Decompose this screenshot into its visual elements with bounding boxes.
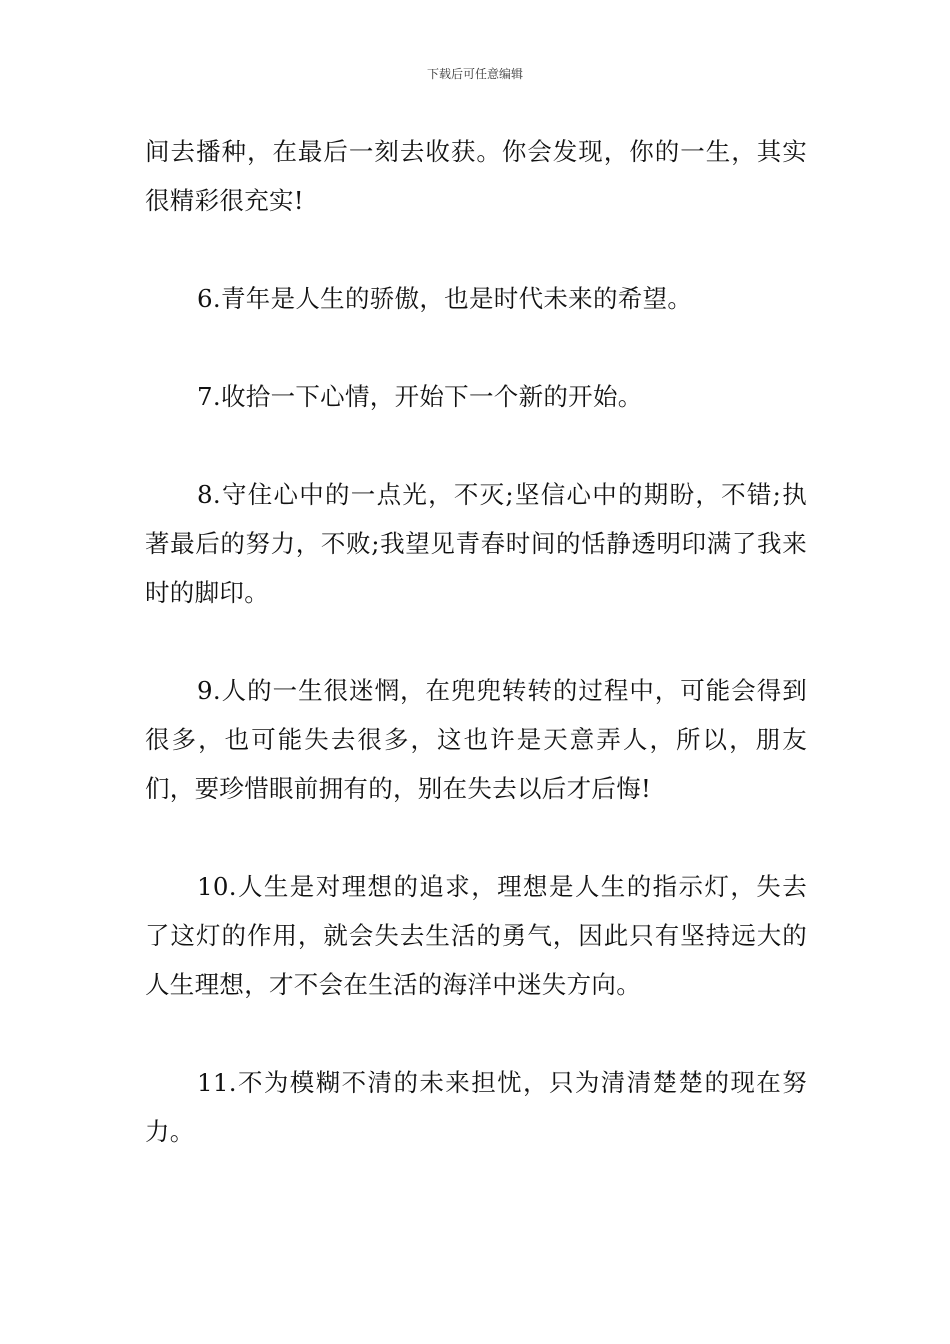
paragraph-item-9: 9.人的一生很迷惘，在兜兜转转的过程中，可能会得到很多，也可能失去很多，这也许是天意弄人，所以，朋友们，要珍惜眼前拥有的，别在失去以后才后悔!: [145, 676, 807, 803]
paragraph-item-6: 6.青年是人生的骄傲，也是时代未来的希望。: [197, 284, 693, 313]
paragraph-continuation: 间去播种，在最后一刻去收获。你会发现，你的一生，其实很精彩很充实!: [145, 137, 807, 215]
paragraph-item-10: 10.人生是对理想的追求，理想是人生的指示灯，失去了这灯的作用，就会失去生活的勇气，因此只有坚持远大的人生理想，才不会在生活的海洋中迷失方向。: [145, 872, 807, 999]
paragraph-item-7: 7.收拾一下心情，开始下一个新的开始。: [197, 382, 643, 411]
page-header: 下载后可任意编辑: [426, 67, 523, 81]
document-body: [145, 127, 807, 1156]
paragraph-item-11: 11.不为模糊不清的未来担忧，只为清清楚楚的现在努力。: [145, 1068, 807, 1146]
paragraph-item-8: 8.守住心中的一点光，不灭;坚信心中的期盼，不错;执著最后的努力，不败;我望见青春时间的恬静透明印满了我来时的脚印。: [145, 480, 807, 607]
